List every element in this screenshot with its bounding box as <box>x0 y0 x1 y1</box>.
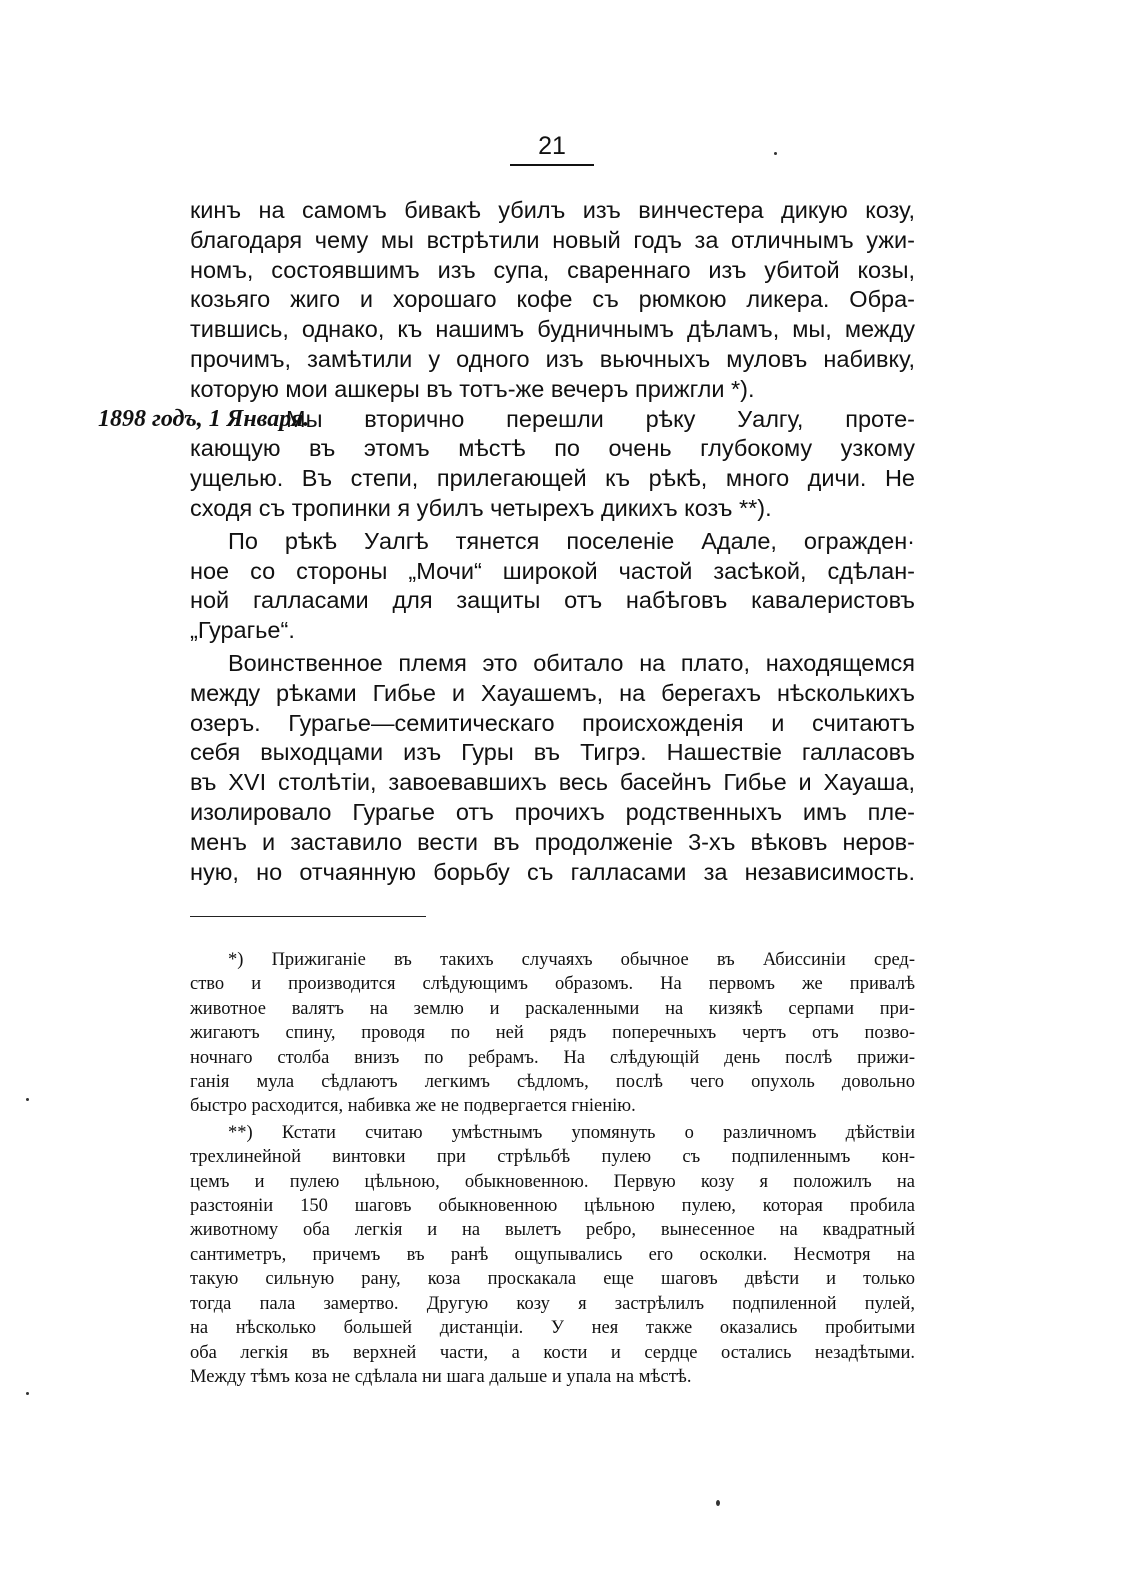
text-line: сходя съ тропинки я убилъ четырехъ дикихъ козъ **). <box>190 494 772 521</box>
footnote-line: **) Кстати считаю умѣстнымъ упомянуть о различномъ дѣйствіи <box>228 1122 915 1143</box>
footnote-line: трехлинейной винтовки при стрѣльбѣ пулею съ подпиленнымъ кон- <box>190 1147 915 1168</box>
main-text <box>98 196 915 887</box>
paragraph-2 <box>98 405 915 524</box>
text-line: „Гурагье“. <box>190 617 295 644</box>
page-number: 21 <box>510 132 594 166</box>
text-line: ное со стороны „Мочи“ широкой частой засѣкой, сдѣлан- <box>190 557 915 584</box>
footnote-line: такую сильную рану, коза проскакала еще шаговъ двѣсти и только <box>190 1269 915 1290</box>
text-line: озеръ. Гурагье—семитическаго происхожденія и считаютъ <box>190 709 915 736</box>
footnotes <box>190 948 915 1391</box>
footnote-line: Между тѣмъ коза не сдѣлала ни шага дальше и упала на мѣстѣ. <box>190 1366 692 1387</box>
text-line: благодаря чему мы встрѣтили новый годъ за отличнымъ ужи- <box>190 226 915 253</box>
text-line: По рѣкѣ Уалгѣ тянется поселеніе Адале, огражден· <box>228 527 915 554</box>
footnote-line: ганія мула сѣдлаютъ легкимъ сѣдломъ, послѣ чего опухоль довольно <box>190 1072 915 1093</box>
footnote-line: ство и производится слѣдующимъ образомъ. На первомъ же привалѣ <box>190 974 915 995</box>
date-label: 1898 годъ, 1 Января. <box>98 405 310 432</box>
text-line: которую мои ашкеры въ тотъ-же вечеръ прижгли *). <box>190 375 755 402</box>
text-line: Воинственное племя это обитало на плато, находящемся <box>228 649 915 676</box>
text-line: ной галласами для защиты отъ набѣговъ кавалеристовъ <box>190 587 915 614</box>
footnote-divider <box>190 916 426 917</box>
text-line: въ XVI столѣтіи, завоевавшихъ весь басейнъ Гибье и Хауаша, <box>190 769 915 796</box>
footnote-line: сантиметръ, причемъ въ ранѣ ощупывались его осколки. Несмотря на <box>190 1244 915 1265</box>
footnote-line: *) Прижиганіе въ такихъ случаяхъ обычное въ Абиссиніи сред- <box>228 950 915 970</box>
text-line: между рѣками Гибье и Хауашемъ, на берегахъ нѣсколькихъ <box>190 679 915 706</box>
scan-speck <box>774 152 777 155</box>
footnote-line: животное валятъ на землю и раскаленными на кизякѣ серпами при- <box>190 998 915 1019</box>
footnote-line: оба легкія въ верхней части, а кости и сердце остались незадѣтыми. <box>190 1342 915 1363</box>
scan-speck <box>26 1098 29 1101</box>
text-line: менъ и заставило вести въ продолженіе 3-хъ вѣковъ неров- <box>190 828 915 855</box>
scan-speck <box>716 1500 720 1506</box>
text-line: кающую въ этомъ мѣстѣ по очень глубокому узкому <box>190 435 915 462</box>
paragraph-1 <box>190 196 915 405</box>
footnote-line: жигаютъ спину, проводя по ней рядъ поперечныхъ чертъ отъ позво- <box>190 1023 915 1044</box>
text-line: номъ, состоявшимъ изъ супа, свареннаго изъ убитой козы, <box>190 256 915 283</box>
text-line: кинъ на самомъ бивакѣ убилъ изъ винчестера дикую козу, <box>190 197 915 223</box>
scan-speck <box>26 1392 29 1395</box>
footnote-line: на нѣсколько большей дистанціи. У нея также оказались пробитыми <box>190 1318 915 1339</box>
text-line: прочимъ, замѣтили у одного изъ вьючныхъ муловъ набивку, <box>190 345 915 372</box>
footnote-line: животному оба легкія и на вылетъ ребро, вынесенное на квадратный <box>190 1220 915 1241</box>
text-line: тившись, однако, къ нашимъ будничнымъ дѣламъ, мы, между <box>190 316 915 343</box>
footnote-line: ночнаго столба внизъ по ребрамъ. На слѣдующій день послѣ прижи- <box>190 1047 915 1068</box>
text-line: изолировало Гурагье отъ прочихъ родственныхъ имъ пле- <box>190 798 915 825</box>
text-line: ущелью. Въ степи, прилегающей къ рѣкѣ, много дичи. Не <box>190 465 915 492</box>
text-line: козьяго жиго и хорошаго кофе съ рюмкою ликера. Обра- <box>190 286 915 313</box>
paragraph-4 <box>190 649 915 887</box>
footnote-line: быстро расходится, набивка же не подвергается гніенію. <box>190 1096 636 1117</box>
footnote-2 <box>190 1121 915 1389</box>
footnote-1 <box>190 948 915 1119</box>
text-line: ную, но отчаянную борьбу съ галласами за независимость. <box>190 858 915 885</box>
text-line: Мы вторично перешли рѣку Уалгу, проте- <box>286 405 915 432</box>
footnote-line: тогда пала замертво. Другую козу я застрѣлилъ подпиленной пулей, <box>190 1293 915 1314</box>
text-line: себя выходцами изъ Гуры въ Тигрэ. Нашествіе галласовъ <box>190 739 915 766</box>
footnote-line: цемъ и пулею цѣльною, обыкновенною. Первую козу я положилъ на <box>190 1171 915 1192</box>
footnote-line: разстояніи 150 шаговъ обыкновенною цѣльною пулею, которая пробила <box>190 1196 915 1217</box>
paragraph-3 <box>190 527 915 646</box>
